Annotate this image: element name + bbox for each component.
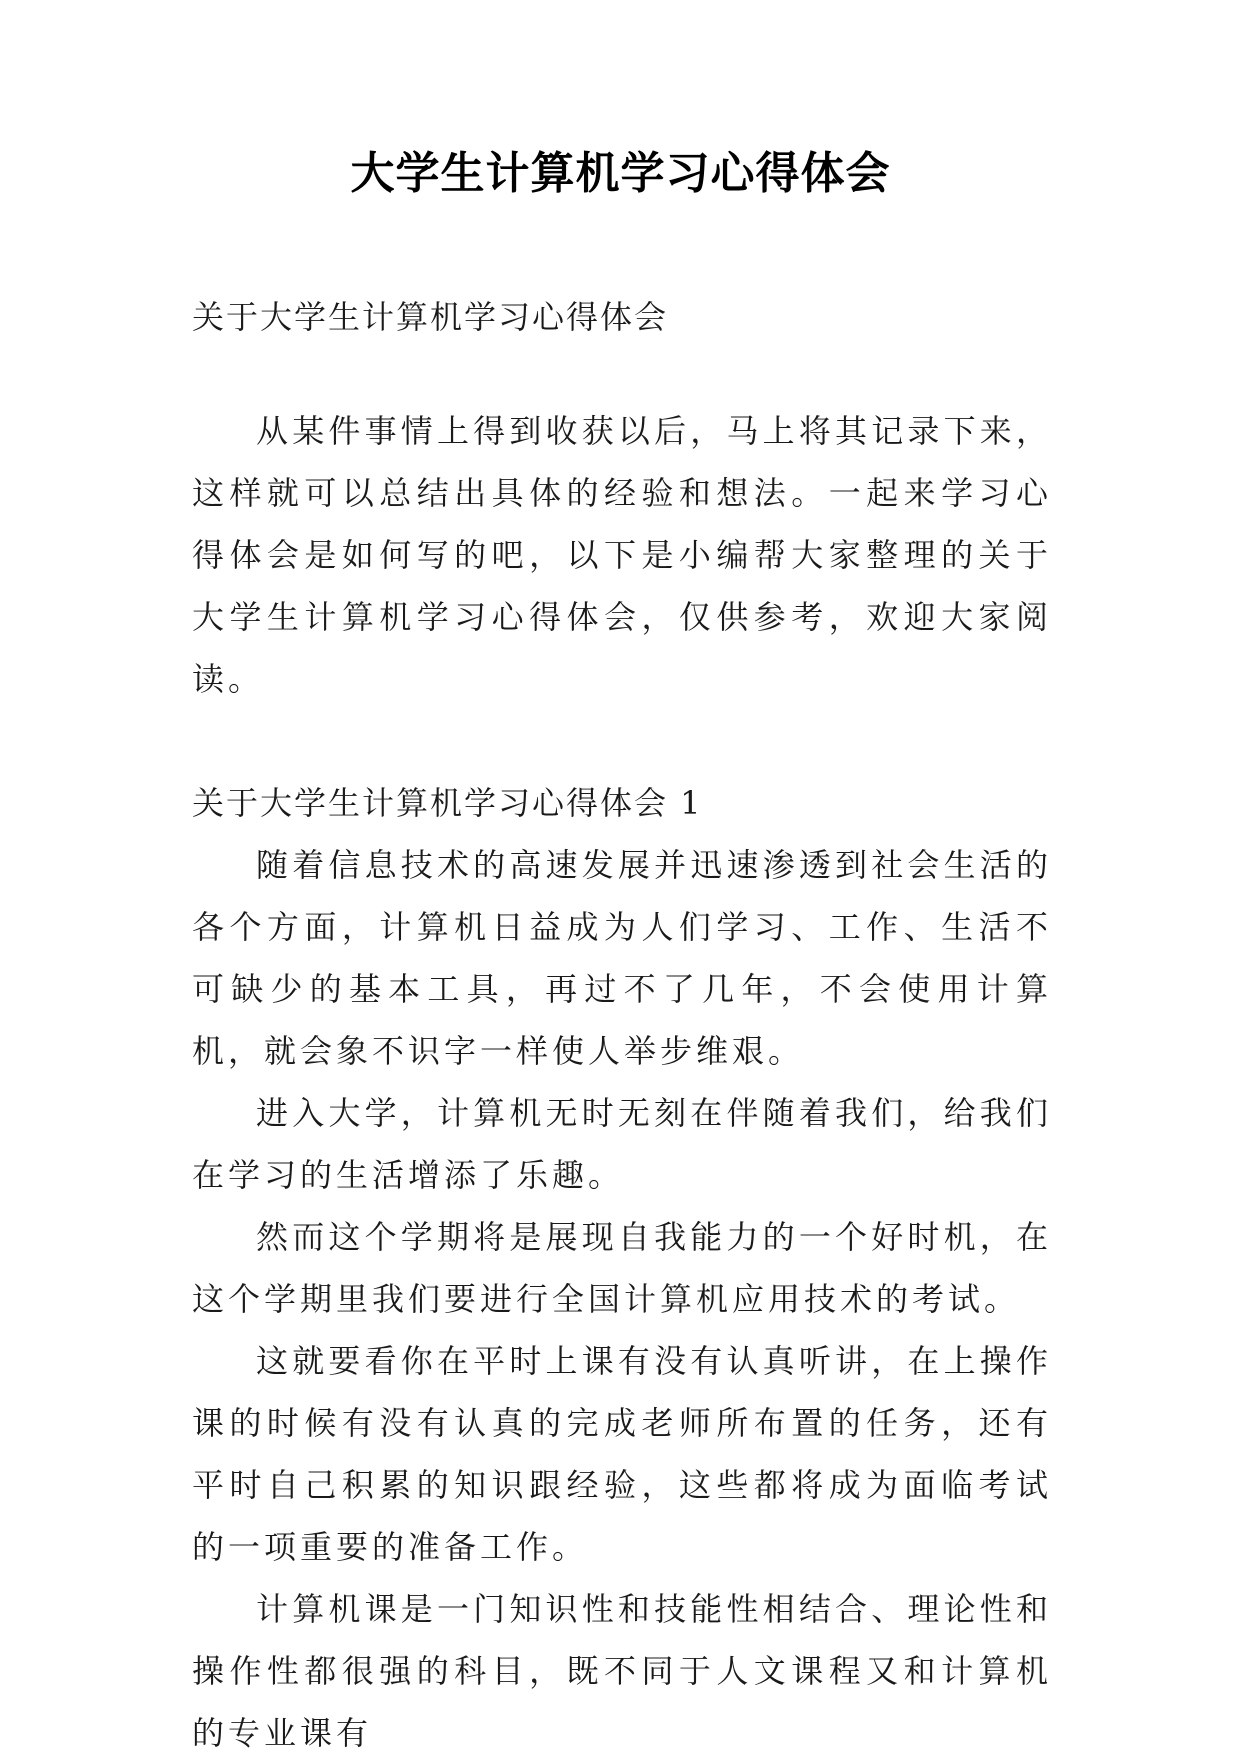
intro-paragraph: 从某件事情上得到收获以后，马上将其记录下来，这样就可以总结出具体的经验和想法。一起来学习心得体会是如何写的吧，以下是小编帮大家整理的关于大学生计算机学习心得体会，仅供参考，欢迎大家阅读。 — [192, 412, 1052, 698]
section-heading: 关于大学生计算机学习心得体会 1 — [192, 784, 703, 822]
document-subtitle: 关于大学生计算机学习心得体会 — [192, 298, 669, 336]
body-paragraph: 然而这个学期将是展现自我能力的一个好时机，在这个学期里我们要进行全国计算机应用技术的考试。 — [192, 1218, 1052, 1318]
body-paragraph: 计算机课是一门知识性和技能性相结合、理论性和操作性都很强的科目，既不同于人文课程又和计算机的专业课有 — [192, 1590, 1052, 1752]
body-paragraph: 这就要看你在平时上课有没有认真听讲，在上操作课的时候有没有认真的完成老师所布置的任务，还有平时自己积累的知识跟经验，这些都将成为面临考试的一项重要的准备工作。 — [192, 1342, 1052, 1566]
document-title: 大学生计算机学习心得体会 — [350, 148, 891, 199]
document-body — [192, 286, 1052, 1764]
body-paragraph: 随着信息技术的高速发展并迅速渗透到社会生活的各个方面，计算机日益成为人们学习、工作、生活不可缺少的基本工具，再过不了几年，不会使用计算机，就会象不识字一样使人举步维艰。 — [192, 846, 1052, 1070]
body-paragraph: 进入大学，计算机无时无刻在伴随着我们，给我们在学习的生活增添了乐趣。 — [192, 1094, 1052, 1194]
